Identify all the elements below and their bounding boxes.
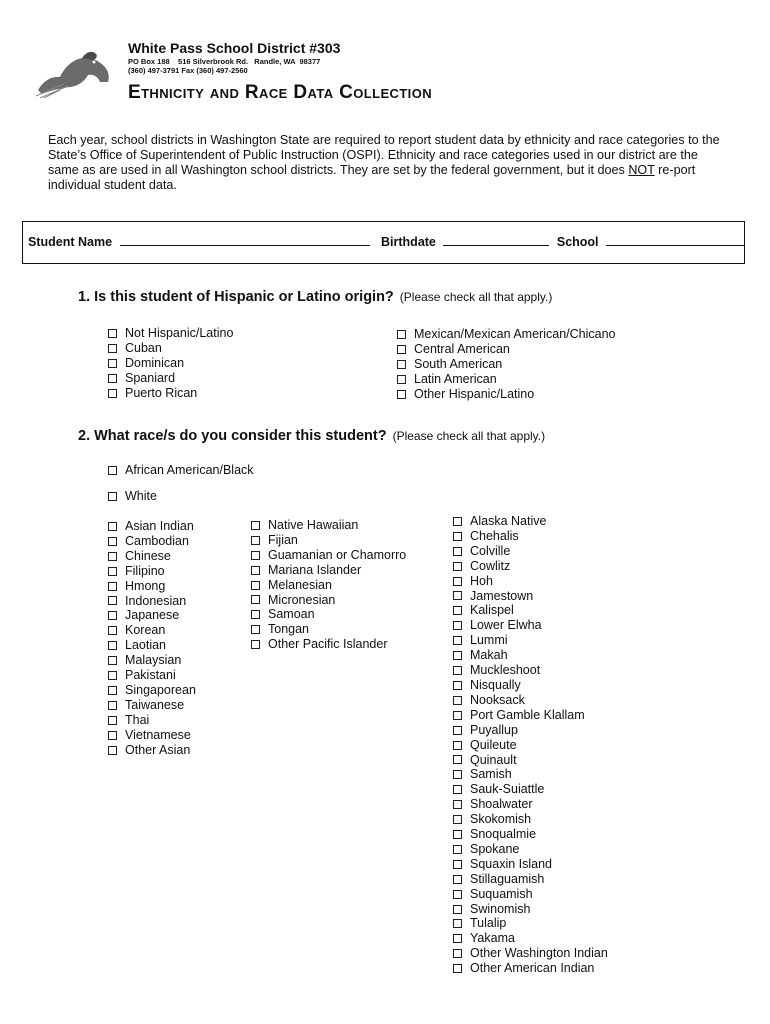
checkbox-option[interactable] xyxy=(108,594,196,609)
option-label: Cuban xyxy=(125,340,162,355)
option-label: Laotian xyxy=(125,638,167,653)
checkbox-option[interactable] xyxy=(453,529,608,544)
option-label: Sauk-Suiattle xyxy=(470,782,545,797)
checkbox-option[interactable] xyxy=(397,327,615,342)
option-label: Dominican xyxy=(125,355,185,370)
option-label: Other American Indian xyxy=(470,961,595,976)
checkbox[interactable] xyxy=(453,964,462,973)
checkbox-option[interactable] xyxy=(108,683,196,698)
option-label: Chinese xyxy=(125,548,171,563)
checkbox[interactable] xyxy=(453,547,462,556)
checkbox-option[interactable] xyxy=(251,563,406,578)
checkbox[interactable] xyxy=(251,551,260,560)
checkbox[interactable] xyxy=(108,466,117,475)
checkbox-option[interactable] xyxy=(453,961,608,976)
option-label: Korean xyxy=(125,623,166,638)
phone-line: (360) 497-3791 Fax (360) 497-2560 xyxy=(128,65,248,75)
checkbox[interactable] xyxy=(108,596,117,605)
checkbox[interactable] xyxy=(453,785,462,794)
checkbox[interactable] xyxy=(453,845,462,854)
checkbox-option[interactable] xyxy=(251,622,406,637)
checkbox-option[interactable] xyxy=(251,637,406,652)
option-label: Skokomish xyxy=(470,812,532,827)
option-label: Japanese xyxy=(125,608,180,623)
checkbox-option[interactable] xyxy=(108,638,196,653)
checkbox[interactable] xyxy=(108,567,117,576)
option-label: Squaxin Island xyxy=(470,856,553,871)
option-label: Asian Indian xyxy=(125,519,194,533)
checkbox-option[interactable] xyxy=(453,574,608,589)
option-label: Puerto Rican xyxy=(125,385,198,400)
option-label: Shoalwater xyxy=(470,797,533,812)
option-label: Quileute xyxy=(470,737,517,752)
option-label: Other Hispanic/Latino xyxy=(414,386,535,401)
checkbox[interactable] xyxy=(453,726,462,735)
option-label: Taiwanese xyxy=(125,697,185,712)
option-label: Guamanian or Chamorro xyxy=(268,547,407,562)
checkbox[interactable] xyxy=(251,581,260,590)
checkbox-option[interactable] xyxy=(108,608,196,623)
checkbox-option[interactable] xyxy=(453,857,608,872)
checkbox-option[interactable] xyxy=(108,743,196,758)
option-label: Samoan xyxy=(268,607,315,622)
option-label: Chehalis xyxy=(470,528,519,543)
checkbox[interactable] xyxy=(397,390,406,399)
checkbox-option[interactable] xyxy=(453,559,608,574)
student-name-label: Student Name xyxy=(28,235,113,249)
asian-options xyxy=(108,519,196,758)
checkbox[interactable] xyxy=(453,741,462,750)
checkbox[interactable] xyxy=(453,591,462,600)
checkbox[interactable] xyxy=(453,621,462,630)
option-label: Muckleshoot xyxy=(470,663,541,678)
student-info-fields xyxy=(28,235,744,249)
option-label: Cambodian xyxy=(125,533,189,548)
option-label: Colville xyxy=(470,543,511,558)
checkbox[interactable] xyxy=(397,360,406,369)
question-1 xyxy=(78,289,552,305)
school-line[interactable] xyxy=(606,235,744,246)
checkbox[interactable] xyxy=(397,330,406,339)
checkbox-option[interactable] xyxy=(453,544,608,559)
checkbox[interactable] xyxy=(453,875,462,884)
option-label: Hoh xyxy=(470,573,493,588)
option-label: Central American xyxy=(414,341,510,356)
option-label: Tongan xyxy=(268,622,310,637)
option-label: Latin American xyxy=(414,371,497,386)
question-1-text: 1. Is this student of Hispanic or Latino origin? xyxy=(78,289,394,305)
checkbox-option[interactable] xyxy=(397,342,615,357)
checkbox[interactable] xyxy=(251,521,260,530)
option-label: Swinomish xyxy=(470,901,531,916)
checkbox[interactable] xyxy=(453,577,462,586)
checkbox[interactable] xyxy=(251,595,260,604)
option-label: African American/Black xyxy=(125,463,254,477)
checkbox[interactable] xyxy=(453,666,462,675)
cougar-logo-icon xyxy=(34,46,114,98)
option-label: Singaporean xyxy=(125,682,196,697)
option-label: Filipino xyxy=(125,563,165,578)
checkbox[interactable] xyxy=(453,696,462,705)
option-label: Cowlitz xyxy=(470,558,511,573)
form-title: Ethnicity and Race Data Collection xyxy=(128,82,432,103)
checkbox-option[interactable] xyxy=(108,698,196,713)
checkbox-option[interactable] xyxy=(453,678,608,693)
checkbox[interactable] xyxy=(108,389,117,398)
question-2 xyxy=(78,428,545,444)
checkbox-option[interactable] xyxy=(108,519,196,534)
checkbox-option[interactable] xyxy=(108,549,196,564)
option-label: Tulalip xyxy=(470,916,507,931)
district-address xyxy=(128,58,320,75)
checkbox[interactable] xyxy=(108,746,117,755)
checkbox[interactable] xyxy=(453,681,462,690)
checkbox-option[interactable] xyxy=(251,518,406,533)
checkbox[interactable] xyxy=(453,949,462,958)
checkbox[interactable] xyxy=(453,755,462,764)
checkbox[interactable] xyxy=(108,641,117,650)
checkbox[interactable] xyxy=(453,532,462,541)
checkbox[interactable] xyxy=(108,626,117,635)
checkbox[interactable] xyxy=(108,359,117,368)
option-label: Melanesian xyxy=(268,577,332,592)
checkbox[interactable] xyxy=(108,374,117,383)
address-line: PO Box 188 516 Silverbrook Rd. Randle, WA 98377 xyxy=(128,57,321,66)
checkbox[interactable] xyxy=(251,610,260,619)
checkbox-option[interactable] xyxy=(453,589,608,604)
checkbox-option[interactable] xyxy=(108,534,196,549)
checkbox-option[interactable] xyxy=(453,827,608,842)
checkbox[interactable] xyxy=(453,860,462,869)
checkbox-option[interactable] xyxy=(453,931,608,946)
option-label: Makah xyxy=(470,648,508,663)
option-label: Mariana Islander xyxy=(268,562,362,577)
checkbox[interactable] xyxy=(251,536,260,545)
option-label: Vietnamese xyxy=(125,727,191,742)
checkbox-option[interactable] xyxy=(453,782,608,797)
checkbox-option[interactable] xyxy=(453,633,608,648)
option-label: Quinault xyxy=(470,752,517,767)
question-1-note: (Please check all that apply.) xyxy=(399,290,553,304)
checkbox-option[interactable] xyxy=(453,603,608,618)
checkbox-option[interactable] xyxy=(251,593,406,608)
checkbox-option[interactable] xyxy=(453,693,608,708)
checkbox-option[interactable] xyxy=(108,623,196,638)
option-label: Spokane xyxy=(470,841,520,856)
checkbox[interactable] xyxy=(108,671,117,680)
intro-text-1: Each year, school districts in Washington State are required to report student data by ethnicity and race categories to the State’s Office of Superintendent of Public Instruction (OSPI). Ethnicity and race categories used in our district are the same as are used in all Washington school districts. They are set by the federal government, but it does xyxy=(48,133,720,177)
native-american-options xyxy=(453,514,608,976)
checkbox[interactable] xyxy=(453,815,462,824)
checkbox-option[interactable] xyxy=(108,341,233,356)
checkbox-option[interactable] xyxy=(397,387,615,402)
checkbox[interactable] xyxy=(453,770,462,779)
checkbox-option[interactable] xyxy=(453,514,608,529)
checkbox[interactable] xyxy=(453,905,462,914)
checkbox[interactable] xyxy=(453,934,462,943)
checkbox-option[interactable] xyxy=(108,668,196,683)
checkbox-option[interactable] xyxy=(108,386,233,401)
checkbox-option[interactable] xyxy=(453,723,608,738)
checkbox-option[interactable] xyxy=(108,371,233,386)
checkbox[interactable] xyxy=(108,611,117,620)
checkbox[interactable] xyxy=(453,517,462,526)
checkbox-option[interactable] xyxy=(108,728,196,743)
checkbox-option[interactable] xyxy=(453,648,608,663)
option-label: Lummi xyxy=(470,633,508,648)
option-label: Pakistani xyxy=(125,668,176,683)
option-label: Spaniard xyxy=(125,370,176,385)
checkbox[interactable] xyxy=(251,640,260,649)
option-label: Fijian xyxy=(268,532,298,547)
checkbox-option[interactable] xyxy=(453,916,608,931)
option-label: Micronesian xyxy=(268,592,336,607)
option-label: Other Washington Indian xyxy=(470,946,608,961)
checkbox-option[interactable] xyxy=(251,607,406,622)
option-white[interactable] xyxy=(108,489,157,504)
checkbox[interactable] xyxy=(453,800,462,809)
option-label: Native Hawaiian xyxy=(268,518,359,532)
checkbox-option[interactable] xyxy=(453,872,608,887)
question-2-text: 2. What race/s do you consider this student? xyxy=(78,428,387,444)
checkbox-option[interactable] xyxy=(108,356,233,371)
option-label: Suquamish xyxy=(470,886,533,901)
birthdate-line[interactable] xyxy=(443,235,549,246)
option-label: Port Gamble Klallam xyxy=(470,707,585,722)
checkbox-option[interactable] xyxy=(453,767,608,782)
checkbox-option[interactable] xyxy=(453,887,608,902)
intro-text-2: re-port individual student data. xyxy=(48,163,696,192)
checkbox[interactable] xyxy=(453,830,462,839)
option-label: South American xyxy=(414,356,503,371)
option-label: Samish xyxy=(470,767,512,782)
race-option-white xyxy=(108,489,157,504)
checkbox[interactable] xyxy=(108,329,117,338)
pacific-islander-options xyxy=(251,518,406,652)
option-label: Other Asian xyxy=(125,742,191,757)
option-label: Yakama xyxy=(470,931,515,946)
intro-paragraph xyxy=(48,133,728,193)
checkbox-option[interactable] xyxy=(453,738,608,753)
checkbox[interactable] xyxy=(108,731,117,740)
checkbox[interactable] xyxy=(251,625,260,634)
checkbox-option[interactable] xyxy=(453,708,608,723)
option-label: Malaysian xyxy=(125,653,182,668)
checkbox-option[interactable] xyxy=(108,653,196,668)
option-label: Nisqually xyxy=(470,677,521,692)
option-label: Lower Elwha xyxy=(470,618,542,633)
checkbox[interactable] xyxy=(251,566,260,575)
school-label: School xyxy=(556,235,599,249)
race-option-black xyxy=(108,463,254,478)
checkbox[interactable] xyxy=(108,344,117,353)
option-label: Not Hispanic/Latino xyxy=(125,326,234,340)
checkbox-option[interactable] xyxy=(108,713,196,728)
checkbox-option[interactable] xyxy=(453,946,608,961)
checkbox[interactable] xyxy=(397,375,406,384)
hispanic-options-right xyxy=(397,327,615,402)
checkbox-option[interactable] xyxy=(108,579,196,594)
option-label: Snoqualmie xyxy=(470,827,537,842)
checkbox[interactable] xyxy=(108,716,117,725)
checkbox[interactable] xyxy=(453,562,462,571)
checkbox-option[interactable] xyxy=(453,902,608,917)
checkbox-option[interactable] xyxy=(108,326,233,341)
checkbox-option[interactable] xyxy=(251,533,406,548)
option-label: Puyallup xyxy=(470,722,518,737)
checkbox[interactable] xyxy=(108,492,117,501)
hispanic-options-left xyxy=(108,326,233,401)
option-label: Alaska Native xyxy=(470,514,547,528)
checkbox-option[interactable] xyxy=(453,797,608,812)
option-label: Nooksack xyxy=(470,692,525,707)
checkbox[interactable] xyxy=(108,537,117,546)
checkbox-option[interactable] xyxy=(397,357,615,372)
checkbox-option[interactable] xyxy=(453,812,608,827)
option-african-american[interactable] xyxy=(108,463,254,478)
checkbox[interactable] xyxy=(108,552,117,561)
option-label: Mexican/Mexican American/Chicano xyxy=(414,327,616,341)
checkbox[interactable] xyxy=(108,701,117,710)
student-name-line[interactable] xyxy=(120,235,370,246)
checkbox-option[interactable] xyxy=(453,753,608,768)
checkbox[interactable] xyxy=(453,919,462,928)
checkbox[interactable] xyxy=(453,711,462,720)
option-label: Other Pacific Islander xyxy=(268,637,388,652)
checkbox-option[interactable] xyxy=(251,578,406,593)
checkbox-option[interactable] xyxy=(397,372,615,387)
checkbox[interactable] xyxy=(453,606,462,615)
option-label: Thai xyxy=(125,712,150,727)
option-label: Kalispel xyxy=(470,603,514,618)
checkbox-option[interactable] xyxy=(108,564,196,579)
checkbox-option[interactable] xyxy=(453,663,608,678)
checkbox[interactable] xyxy=(453,651,462,660)
option-label: Indonesian xyxy=(125,593,187,608)
checkbox[interactable] xyxy=(108,656,117,665)
checkbox[interactable] xyxy=(397,345,406,354)
option-label: Jamestown xyxy=(470,588,534,603)
checkbox-option[interactable] xyxy=(251,548,406,563)
option-label: White xyxy=(125,489,157,503)
district-name: White Pass School District #303 xyxy=(128,40,341,56)
checkbox-option[interactable] xyxy=(453,618,608,633)
question-2-note: (Please check all that apply.) xyxy=(392,429,546,443)
checkbox[interactable] xyxy=(108,582,117,591)
option-label: Hmong xyxy=(125,578,166,593)
checkbox[interactable] xyxy=(108,522,117,531)
checkbox[interactable] xyxy=(108,686,117,695)
intro-not-word: NOT xyxy=(628,163,655,177)
checkbox[interactable] xyxy=(453,890,462,899)
checkbox-option[interactable] xyxy=(453,842,608,857)
option-label: Stillaguamish xyxy=(470,871,545,886)
birthdate-label: Birthdate xyxy=(381,235,436,249)
checkbox[interactable] xyxy=(453,636,462,645)
